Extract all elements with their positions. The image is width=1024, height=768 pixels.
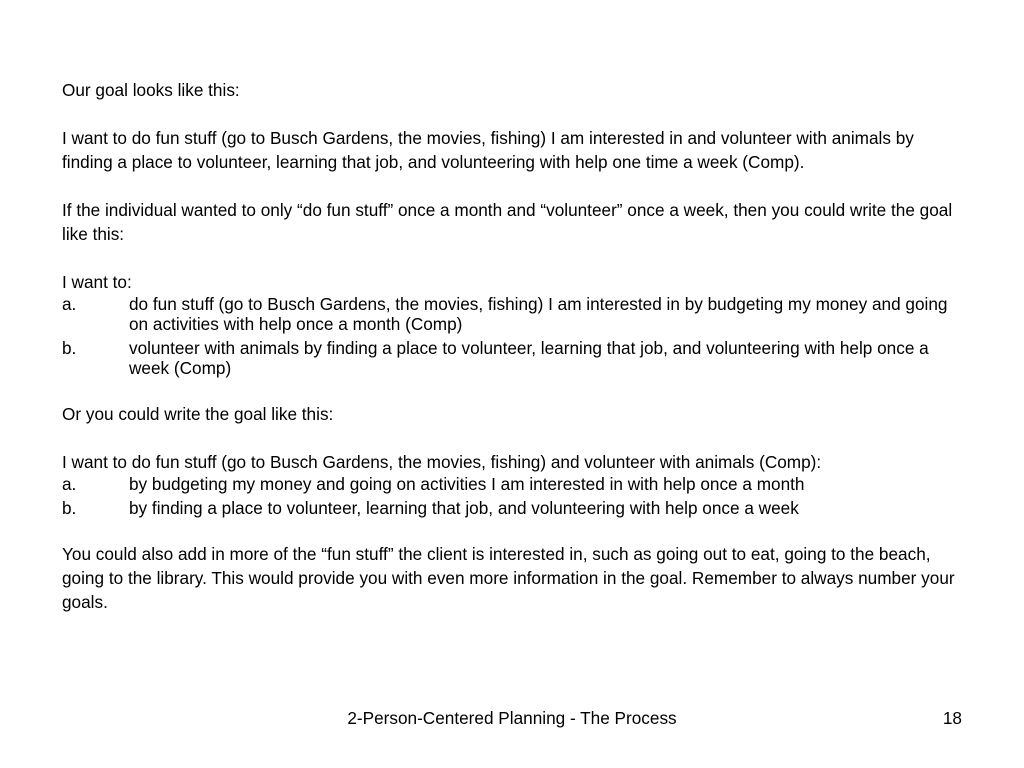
list2-item-a	[62, 474, 962, 494]
closing-text: You could also add in more of the “fun stuff” the client is interested in, such as going out to eat, going to the beach, going to the library. This would provide you with even more information in the goal. Remember to always number your goals.	[62, 544, 955, 612]
list2-item-b-text: by finding a place to volunteer, learning that job, and volunteering with help once a week	[129, 498, 799, 518]
intro-text: Our goal looks like this:	[62, 80, 240, 100]
list2-item-a-marker: a.	[62, 474, 77, 494]
slide-content	[62, 78, 962, 614]
list2-item-a-text: by budgeting my money and going on activities I am interested in with help once a month	[129, 474, 805, 494]
list1-item-a-marker: a.	[62, 294, 77, 314]
alternative-intro-text: If the individual wanted to only “do fun stuff” once a month and “volunteer” once a week, then you could write the goal like this:	[62, 200, 953, 244]
footer-title: 2-Person-Centered Planning - The Process	[347, 708, 677, 728]
list2-heading: I want to do fun stuff (go to Busch Gardens, the movies, fishing) and volunteer with animals (Comp):	[62, 452, 822, 472]
list1-item-b-marker: b.	[62, 338, 77, 358]
list2-item-b	[62, 498, 962, 518]
list1-item-a	[62, 294, 962, 334]
page-number: 18	[942, 708, 962, 728]
list1-heading: I want to:	[62, 272, 132, 292]
list1-item-b-text: volunteer with animals by finding a place to volunteer, learning that job, and volunteering with help once a week (Comp)	[129, 338, 929, 378]
list2-item-b-marker: b.	[62, 498, 77, 518]
list1-item-b	[62, 338, 962, 378]
goal-example-text: I want to do fun stuff (go to Busch Gardens, the movies, fishing) I am interested in and volunteer with animals by finding a place to volunteer, learning that job, and volunteering with help one time a week (Comp).	[62, 128, 914, 172]
list1-item-a-text: do fun stuff (go to Busch Gardens, the movies, fishing) I am interested in by budgeting my money and going on activities with help once a month (Comp)	[129, 294, 948, 334]
or-intro-text: Or you could write the goal like this:	[62, 404, 334, 424]
